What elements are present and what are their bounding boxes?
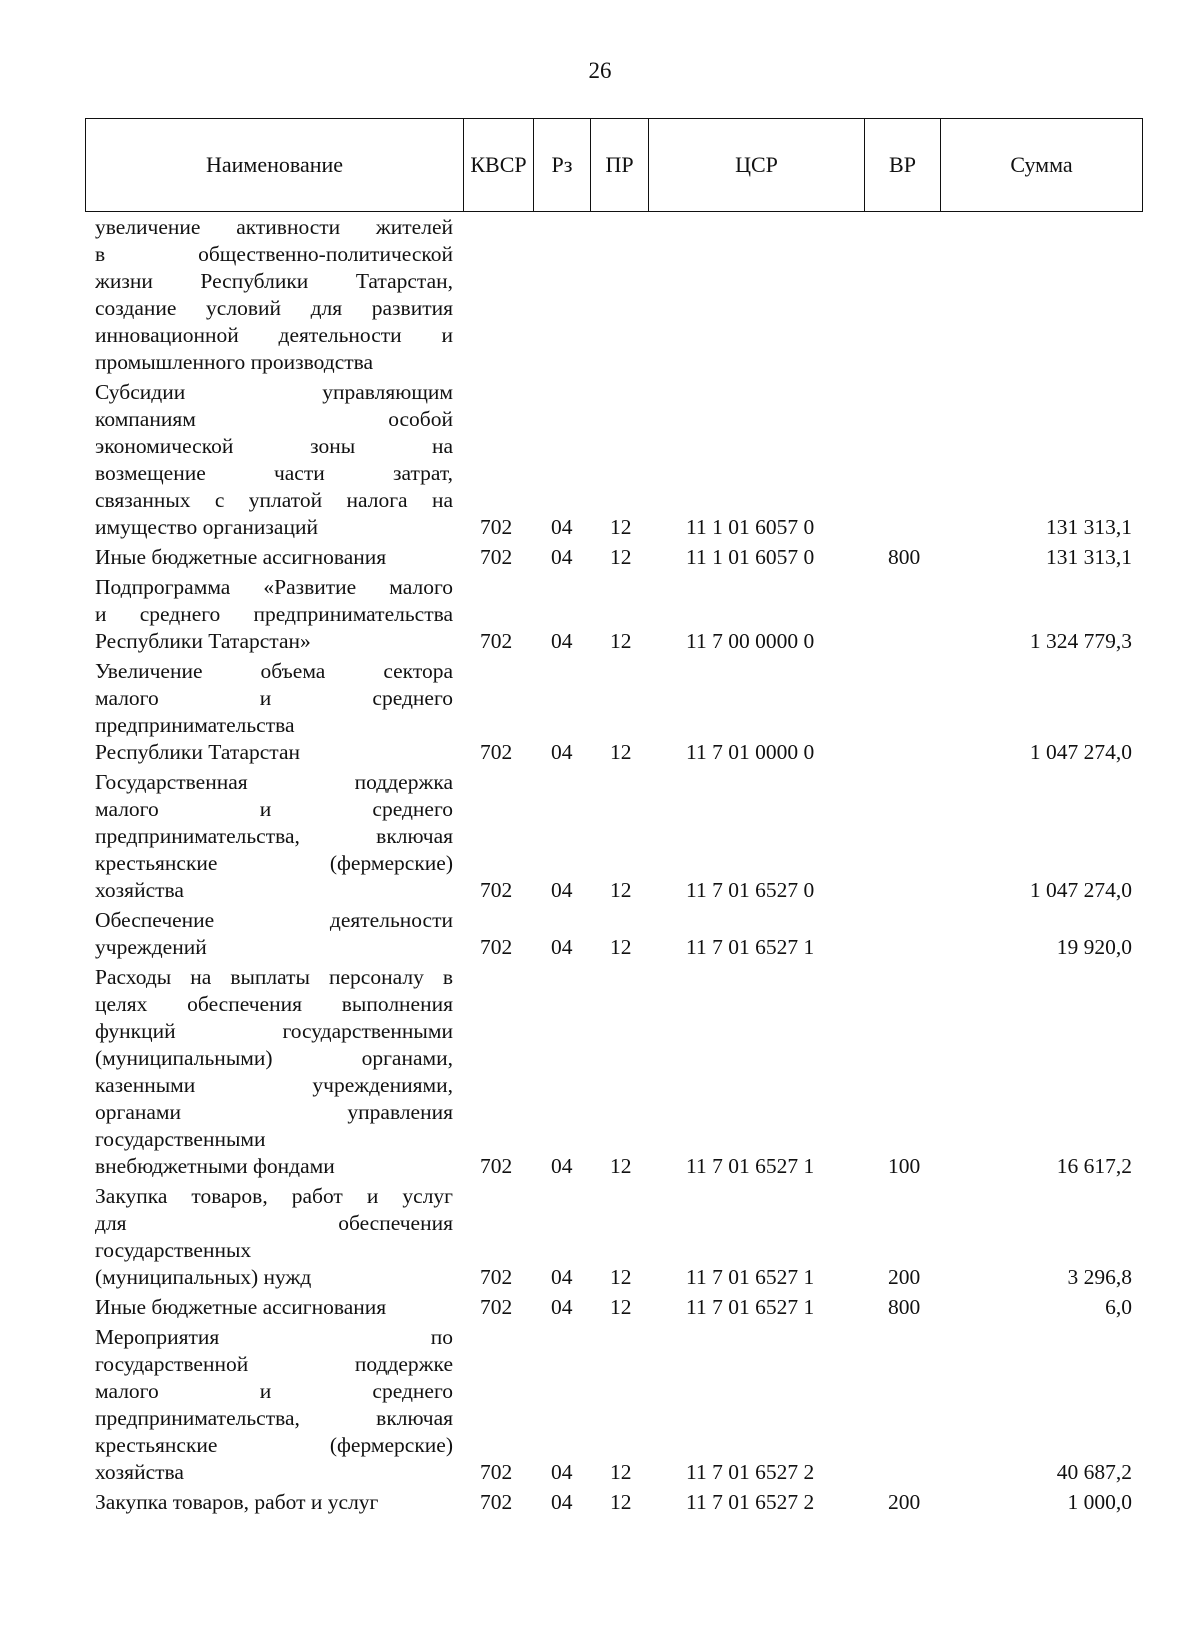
row-name-line: Подпрограмма «Развитие малого (95, 575, 453, 599)
row-sum: 1 324 779,3 (1029, 629, 1132, 653)
row-name (95, 658, 453, 766)
row-pr: 12 (610, 1295, 632, 1319)
table-row (0, 574, 1200, 655)
row-name-line: функций государственными (95, 1019, 453, 1043)
row-csr: 11 7 01 6527 1 (686, 1154, 815, 1178)
row-pr: 12 (610, 515, 632, 539)
row-pr: 12 (610, 740, 632, 764)
page-number: 26 (588, 58, 612, 83)
table-row (0, 1324, 1200, 1486)
row-name-line: экономической зоны на (95, 434, 453, 458)
row-name-line: создание условий для развития (95, 296, 453, 320)
row-vr: 800 (888, 1295, 921, 1319)
header-pr: ПР (591, 119, 649, 211)
row-name (95, 1183, 453, 1291)
row-name (95, 907, 453, 961)
row-name-line: Иные бюджетные ассигнования (95, 1295, 387, 1319)
row-rz: 04 (551, 1265, 573, 1289)
row-name-line: возмещение части затрат, (95, 461, 453, 485)
header-vr: ВР (865, 119, 941, 211)
row-name-line: малого и среднего (95, 1379, 453, 1403)
row-pr: 12 (610, 545, 632, 569)
row-name-line: учреждений (95, 935, 207, 959)
row-csr: 11 7 01 6527 2 (686, 1490, 815, 1514)
header-kvsr: КВСР (464, 119, 534, 211)
row-sum: 131 313,1 (1046, 545, 1132, 569)
table-row (0, 769, 1200, 904)
header-rz: Рз (534, 119, 591, 211)
row-name-line: крестьянские (фермерские) (95, 851, 453, 875)
row-rz: 04 (551, 1154, 573, 1178)
row-pr: 12 (610, 629, 632, 653)
row-kvsr: 702 (480, 1265, 513, 1289)
row-kvsr: 702 (480, 1154, 513, 1178)
row-name (95, 1489, 453, 1516)
row-name-line: малого и среднего (95, 686, 453, 710)
row-name-line: Государственная поддержка (95, 770, 453, 794)
row-pr: 12 (610, 878, 632, 902)
row-csr: 11 7 01 6527 1 (686, 1265, 815, 1289)
row-name-line: Республики Татарстан (95, 740, 301, 764)
row-sum: 1 000,0 (1067, 1490, 1132, 1514)
row-sum: 19 920,0 (1056, 935, 1132, 959)
row-kvsr: 702 (480, 1295, 513, 1319)
table-header (85, 118, 1143, 212)
row-name-line: казенными учреждениями, (95, 1073, 453, 1097)
row-name (95, 1294, 453, 1321)
row-csr: 11 7 01 6527 2 (686, 1460, 815, 1484)
row-name-line: Увеличение объема сектора (95, 659, 453, 683)
row-sum: 16 617,2 (1056, 1154, 1132, 1178)
row-sum: 6,0 (1105, 1295, 1132, 1319)
table-row (0, 1294, 1200, 1321)
row-csr: 11 7 01 0000 0 (686, 740, 815, 764)
table-row (0, 1183, 1200, 1291)
row-name-line: хозяйства (95, 878, 184, 902)
row-csr: 11 7 01 6527 0 (686, 878, 815, 902)
row-rz: 04 (551, 545, 573, 569)
row-csr: 11 7 01 6527 1 (686, 935, 815, 959)
row-kvsr: 702 (480, 1460, 513, 1484)
row-name-line: Субсидии управляющим (95, 380, 453, 404)
table-row (0, 907, 1200, 961)
row-name-line: Иные бюджетные ассигнования (95, 545, 387, 569)
row-rz: 04 (551, 1490, 573, 1514)
table-row (0, 214, 1200, 376)
row-kvsr: 702 (480, 878, 513, 902)
row-name (95, 1324, 453, 1486)
header-sum: Сумма (1010, 152, 1073, 177)
table-row (0, 544, 1200, 571)
row-name-line: органами управления (95, 1100, 453, 1124)
row-name-line: (муниципальных) нужд (95, 1265, 312, 1289)
row-vr: 100 (888, 1154, 921, 1178)
row-pr: 12 (610, 1460, 632, 1484)
row-name-line: жизни Республики Татарстан, (95, 269, 453, 293)
row-pr: 12 (610, 935, 632, 959)
row-rz: 04 (551, 1460, 573, 1484)
row-name (95, 574, 453, 655)
row-name (95, 964, 453, 1180)
row-name-line: инновационной деятельности и (95, 323, 453, 347)
row-sum: 1 047 274,0 (1029, 878, 1132, 902)
row-sum: 40 687,2 (1056, 1460, 1132, 1484)
row-name-line: и среднего предпринимательства (95, 602, 453, 626)
table-row (0, 379, 1200, 541)
table-row (0, 964, 1200, 1180)
row-name-line: в общественно-политической (95, 242, 453, 266)
row-name-line: предпринимательства, включая (95, 1406, 453, 1430)
row-rz: 04 (551, 1295, 573, 1319)
row-vr: 800 (888, 545, 921, 569)
row-name (95, 544, 453, 571)
row-name-line: увеличение активности жителей (95, 215, 453, 239)
table-row (0, 1489, 1200, 1516)
row-name-line: Обеспечение деятельности (95, 908, 453, 932)
row-rz: 04 (551, 935, 573, 959)
header-csr: ЦСР (649, 119, 865, 211)
row-csr: 11 7 01 6527 1 (686, 1295, 815, 1319)
row-name-line: целях обеспечения выполнения (95, 992, 453, 1016)
row-name-line: связанных с уплатой налога на (95, 488, 453, 512)
row-name-line: малого и среднего (95, 797, 453, 821)
row-csr: 11 1 01 6057 0 (686, 515, 815, 539)
header-name: Наименование (86, 119, 464, 211)
row-pr: 12 (610, 1490, 632, 1514)
row-name-line: государственных (95, 1238, 252, 1262)
row-name-line: хозяйства (95, 1460, 184, 1484)
row-name-line: Закупка товаров, работ и услуг (95, 1184, 453, 1208)
row-name-line: для обеспечения (95, 1211, 453, 1235)
row-vr: 200 (888, 1490, 921, 1514)
row-name-line: предпринимательства (95, 713, 295, 737)
row-name-line: Республики Татарстан» (95, 629, 311, 653)
row-name-line: (муниципальными) органами, (95, 1046, 453, 1070)
row-csr: 11 7 00 0000 0 (686, 629, 815, 653)
row-name-line: Мероприятия по (95, 1325, 453, 1349)
row-name-line: компаниям особой (95, 407, 453, 431)
row-name (95, 379, 453, 541)
row-kvsr: 702 (480, 1490, 513, 1514)
row-name-line: государственной поддержке (95, 1352, 453, 1376)
row-name (95, 769, 453, 904)
row-pr: 12 (610, 1265, 632, 1289)
row-kvsr: 702 (480, 740, 513, 764)
row-kvsr: 702 (480, 515, 513, 539)
row-kvsr: 702 (480, 935, 513, 959)
row-name-line: Закупка товаров, работ и услуг (95, 1490, 379, 1514)
row-sum: 1 047 274,0 (1029, 740, 1132, 764)
row-name-line: крестьянские (фермерские) (95, 1433, 453, 1457)
row-rz: 04 (551, 515, 573, 539)
row-name-line: имущество организаций (95, 515, 318, 539)
row-rz: 04 (551, 740, 573, 764)
row-sum: 131 313,1 (1046, 515, 1132, 539)
row-name-line: внебюджетными фондами (95, 1154, 335, 1178)
row-rz: 04 (551, 878, 573, 902)
row-csr: 11 1 01 6057 0 (686, 545, 815, 569)
row-sum: 3 296,8 (1067, 1265, 1132, 1289)
row-rz: 04 (551, 629, 573, 653)
row-name (95, 214, 453, 376)
row-name-line: промышленного производства (95, 350, 374, 374)
row-kvsr: 702 (480, 545, 513, 569)
row-name-line: Расходы на выплаты персоналу в (95, 965, 453, 989)
row-name-line: государственными (95, 1127, 266, 1151)
row-kvsr: 702 (480, 629, 513, 653)
table-row (0, 658, 1200, 766)
row-pr: 12 (610, 1154, 632, 1178)
row-name-line: предпринимательства, включая (95, 824, 453, 848)
row-vr: 200 (888, 1265, 921, 1289)
